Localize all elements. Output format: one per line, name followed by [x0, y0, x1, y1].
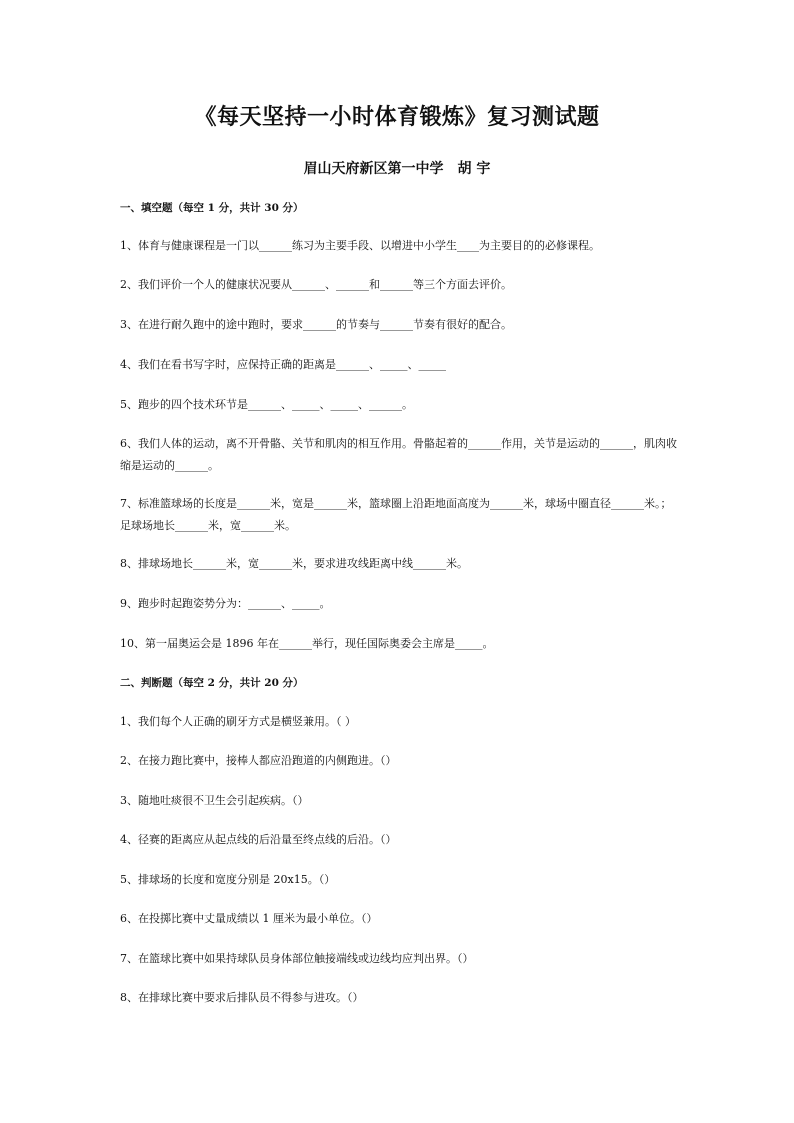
- question-item: 4、我们在看书写字时，应保持正确的距离是______、_____、_____: [120, 358, 446, 371]
- document-title: 《每天坚持一小时体育锻炼》复习测试题: [194, 104, 600, 130]
- question-item: 7、在篮球比赛中如果持球队员身体部位触接端线或边线均应判出界。（）: [120, 952, 474, 965]
- author-line: 眉山天府新区第一中学 胡 宇: [303, 161, 491, 177]
- question-item: 3、在进行耐久跑中的途中跑时，要求______的节奏与______节奏有很好的配合。: [120, 318, 512, 331]
- question-item: 4、径赛的距离应从起点线的后沿量至终点线的后沿。（）: [120, 833, 397, 846]
- question-item: 3、随地吐痰很不卫生会引起疾病。（）: [120, 794, 309, 807]
- section-heading-true-false: 二、判断题（每空 2 分，共计 20 分）: [120, 677, 304, 689]
- question-item: 10、第一届奥运会是 1896 年在______举行，现任国际奥委会主席是_____。: [120, 637, 494, 650]
- question-item: 2、我们评价一个人的健康状况要从______、______和______等三个方面去评价。: [120, 278, 512, 291]
- question-item: 6、我们人体的运动，离不开骨骼、关节和肌肉的相互作用。骨骼起着的______作用，关节是运动的______，肌肉收缩是运动的______。: [120, 437, 677, 472]
- section-heading-fill-in: 一、填空题（每空 1 分，共计 30 分）: [120, 202, 304, 214]
- question-item: 8、排球场地长______米，宽______米，要求进攻线距离中线______米。: [120, 557, 468, 570]
- question-item: 7、标准篮球场的长度是______米，宽是______米，篮球圈上沿距地面高度为______米，球场中圈直径______米。；足球场地长______米，宽______米。: [120, 497, 672, 532]
- question-item: 5、排球场的长度和宽度分别是 20x15。（）: [120, 873, 336, 886]
- question-item: 6、在投掷比赛中丈量成绩以 1 厘米为最小单位。（）: [120, 912, 378, 925]
- question-item: 8、在排球比赛中要求后排队员不得参与进攻。（）: [120, 991, 364, 1004]
- question-item: 2、在接力跑比赛中，接棒人都应沿跑道的内侧跑进。（）: [120, 754, 397, 767]
- question-item: 5、跑步的四个技术环节是______、_____、_____、______。: [120, 398, 413, 411]
- question-item: 1、体育与健康课程是一门以______练习为主要手段、以增进中小学生____为主要目的的必修课程。: [120, 239, 600, 252]
- question-item: 1、我们每个人正确的刷牙方式是横竖兼用。（ ）: [120, 715, 356, 728]
- question-item: 9、跑步时起跑姿势分为：______、_____。: [120, 597, 331, 610]
